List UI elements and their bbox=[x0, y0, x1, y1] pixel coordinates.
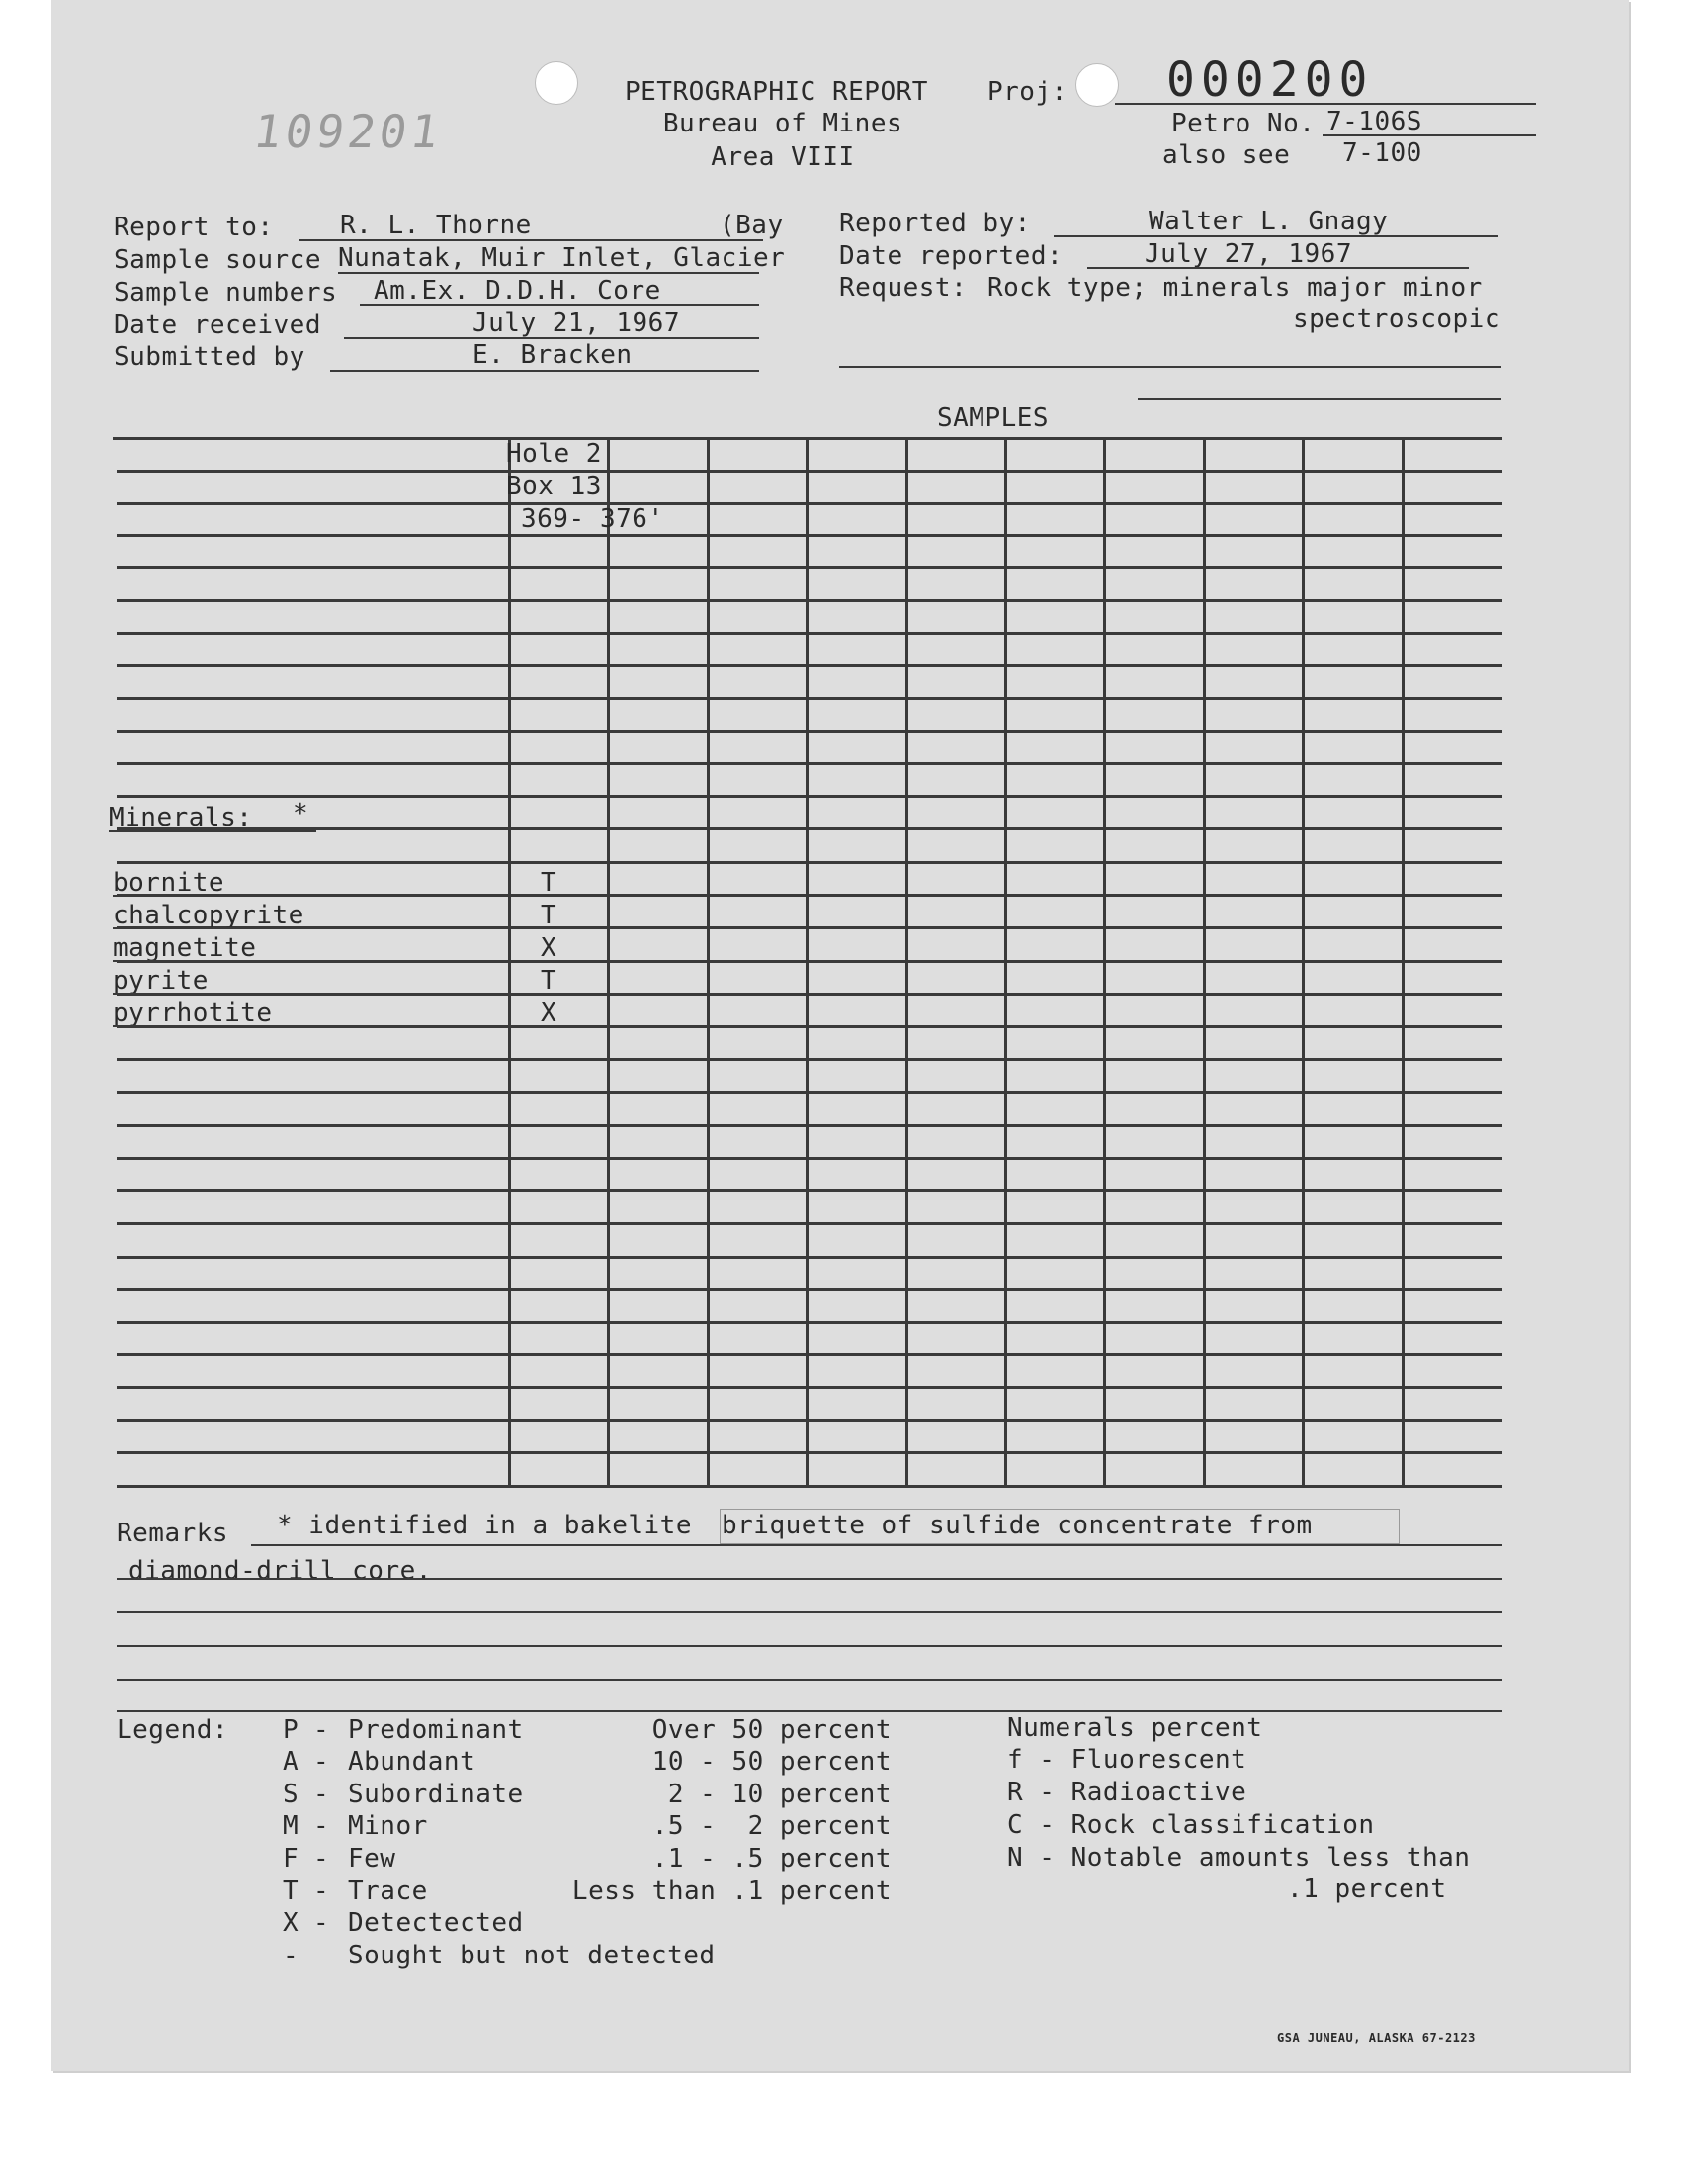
legend-text: Detectected bbox=[348, 1908, 524, 1938]
legend-right-item: C - Rock classification bbox=[1007, 1810, 1375, 1840]
grid-column-line bbox=[508, 437, 511, 1485]
legend-dash: - bbox=[313, 1715, 330, 1745]
grid-row-line bbox=[117, 1157, 1502, 1160]
date-received-value: July 21, 1967 bbox=[472, 308, 680, 338]
mineral-name: bornite bbox=[113, 868, 225, 898]
date-received-underline bbox=[344, 337, 759, 339]
report-to-label: Report to: bbox=[114, 213, 274, 242]
reported-by-value: Walter L. Gnagy bbox=[1149, 207, 1389, 236]
mineral-name-underline bbox=[113, 960, 291, 962]
legend-text: Predominant bbox=[348, 1715, 524, 1745]
report-to-extra: (Bay bbox=[720, 211, 784, 240]
grid-row-line bbox=[117, 1222, 1502, 1225]
grid-row-line bbox=[117, 894, 1502, 897]
grid-column-line bbox=[1302, 437, 1305, 1485]
date-reported-underline bbox=[1087, 267, 1469, 269]
remarks-underline-4 bbox=[117, 1645, 1502, 1647]
sample-source-underline bbox=[338, 272, 759, 274]
grid-row-line bbox=[117, 1091, 1502, 1094]
punch-hole-right bbox=[1075, 63, 1119, 107]
proj-number: 000200 bbox=[1166, 52, 1374, 108]
remarks-underline-1 bbox=[251, 1544, 1502, 1546]
legend-right-item: R - Radioactive bbox=[1007, 1778, 1247, 1807]
legend-text: Abundant bbox=[348, 1747, 476, 1777]
legend-right-item: f - Fluorescent bbox=[1007, 1745, 1247, 1775]
date-reported-label: Date reported: bbox=[839, 241, 1064, 271]
minerals-asterisk: * bbox=[293, 799, 309, 828]
legend-range: 2 - 10 percent bbox=[667, 1780, 892, 1809]
also-see-number: 7-100 bbox=[1342, 138, 1422, 168]
legend-range: .1 - .5 percent bbox=[651, 1844, 892, 1873]
grid-column-line bbox=[905, 437, 908, 1485]
footer-printer-code: GSA JUNEAU, ALASKA 67-2123 bbox=[1277, 2031, 1476, 2044]
request-label: Request: bbox=[839, 273, 968, 303]
grid-column-line bbox=[1103, 437, 1106, 1485]
faint-stamp-number: 109201 bbox=[250, 105, 446, 158]
sample-numbers-label: Sample numbers bbox=[114, 278, 338, 307]
grid-row-line bbox=[117, 993, 1502, 996]
date-received-label: Date received bbox=[114, 310, 321, 340]
legend-code: M bbox=[283, 1811, 299, 1841]
legend-range: .5 - 2 percent bbox=[651, 1811, 892, 1841]
grid-column-line bbox=[707, 437, 710, 1485]
legend-code: S bbox=[283, 1780, 299, 1809]
grid-row-line bbox=[117, 730, 1502, 733]
legend-code: A bbox=[283, 1747, 299, 1777]
grid-column-line bbox=[806, 437, 809, 1485]
mineral-name: pyrrhotite bbox=[113, 999, 273, 1028]
report-to-value: R. L. Thorne bbox=[340, 211, 532, 240]
mineral-name-underline bbox=[113, 993, 291, 995]
legend-code: X bbox=[283, 1908, 299, 1938]
area-name: Area VIII bbox=[711, 142, 855, 172]
remarks-underline-3 bbox=[117, 1611, 1502, 1613]
grid-row-line bbox=[117, 795, 1502, 798]
grid-row-line bbox=[117, 861, 1502, 864]
grid-row-line bbox=[117, 1256, 1502, 1259]
mineral-value: T bbox=[541, 901, 557, 930]
petro-label: Petro No. bbox=[1171, 109, 1316, 138]
legend-range: Over 50 percent bbox=[651, 1715, 892, 1745]
mineral-name-underline bbox=[113, 927, 291, 929]
sample-col1-box: Box 13 bbox=[506, 472, 602, 501]
legend-range: Less than .1 percent bbox=[571, 1876, 892, 1906]
remarks-line1b: briquette of sulfide concentrate from bbox=[722, 1511, 1313, 1540]
remarks-line1a: * identified in a bakelite bbox=[277, 1511, 692, 1540]
sample-numbers-underline bbox=[360, 304, 759, 306]
grid-row-line bbox=[117, 697, 1502, 700]
legend-code: - bbox=[283, 1941, 299, 1970]
also-see-label: also see bbox=[1162, 140, 1291, 170]
legend-right-item: .1 percent bbox=[1287, 1874, 1447, 1904]
legend-code: P bbox=[283, 1715, 299, 1745]
grid-row-line bbox=[117, 1025, 1502, 1028]
grid-row-line bbox=[117, 1058, 1502, 1061]
legend-code: F bbox=[283, 1844, 299, 1873]
grid-column-line bbox=[1402, 437, 1405, 1485]
minerals-heading: Minerals: bbox=[109, 803, 253, 832]
sample-source-value: Nunatak, Muir Inlet, Glacier bbox=[338, 243, 786, 273]
reported-by-underline bbox=[1054, 235, 1498, 237]
legend-dash: - bbox=[313, 1844, 330, 1873]
grid-row-line bbox=[117, 664, 1502, 667]
report-sheet bbox=[51, 0, 1629, 2071]
mineral-value: T bbox=[541, 966, 557, 996]
proj-underline bbox=[1115, 103, 1536, 105]
grid-row-line bbox=[117, 1353, 1502, 1356]
punch-hole-left bbox=[535, 61, 578, 105]
grid-row-line bbox=[117, 762, 1502, 765]
legend-dash: - bbox=[313, 1876, 330, 1906]
remarks-underline-6 bbox=[117, 1710, 1502, 1712]
org-name: Bureau of Mines bbox=[662, 109, 903, 138]
submitted-by-underline bbox=[330, 370, 759, 372]
grid-row-line bbox=[117, 470, 1502, 473]
legend-text: Minor bbox=[348, 1811, 428, 1841]
sample-source-label: Sample source bbox=[114, 245, 321, 275]
legend-code: T bbox=[283, 1876, 299, 1906]
mineral-name: magnetite bbox=[113, 933, 257, 963]
mineral-name-underline bbox=[113, 1025, 291, 1027]
grid-row-line bbox=[117, 1451, 1502, 1454]
date-reported-value: July 27, 1967 bbox=[1145, 239, 1352, 269]
legend-dash: - bbox=[313, 1811, 330, 1841]
sample-col1-depth: 369- bbox=[521, 504, 585, 534]
samples-heading: SAMPLES bbox=[937, 403, 1050, 433]
grid-row-line bbox=[117, 1419, 1502, 1422]
submitted-by-value: E. Bracken bbox=[472, 340, 633, 370]
sample-col2-depth: 376' bbox=[600, 504, 664, 534]
legend-text: Sought but not detected bbox=[348, 1941, 716, 1970]
mineral-value: X bbox=[541, 999, 557, 1028]
request-underline-2 bbox=[1138, 398, 1501, 400]
grid-row-line bbox=[117, 926, 1502, 929]
submitted-by-label: Submitted by bbox=[114, 342, 305, 372]
grid-row-line bbox=[117, 502, 1502, 505]
grid-column-line bbox=[607, 437, 610, 1485]
grid-row-line bbox=[117, 960, 1502, 963]
remarks-line2: diamond-drill core. bbox=[128, 1556, 432, 1586]
legend-dash: - bbox=[313, 1747, 330, 1777]
mineral-value: T bbox=[541, 868, 557, 898]
report-to-underline bbox=[299, 239, 763, 241]
grid-row-line bbox=[117, 1485, 1502, 1488]
legend-text: Subordinate bbox=[348, 1780, 524, 1809]
mineral-name-underline bbox=[113, 895, 291, 897]
remarks-underline-2 bbox=[117, 1578, 1502, 1580]
sample-col1-hole: Hole 2 bbox=[506, 439, 602, 469]
grid-column-line bbox=[1203, 437, 1206, 1485]
remarks-underline-5 bbox=[117, 1679, 1502, 1681]
legend-dash: - bbox=[313, 1908, 330, 1938]
legend-text: Trace bbox=[348, 1876, 428, 1906]
legend-right-item: N - Notable amounts less than bbox=[1007, 1843, 1471, 1872]
grid-row-line bbox=[117, 599, 1502, 602]
legend-text: Few bbox=[348, 1844, 396, 1873]
request-value-line1: Rock type; minerals major minor bbox=[987, 273, 1483, 303]
petro-underline bbox=[1323, 134, 1536, 136]
grid-row-line bbox=[117, 1189, 1502, 1192]
grid-column-line bbox=[1004, 437, 1007, 1485]
legend-dash: - bbox=[313, 1780, 330, 1809]
grid-row-line bbox=[117, 566, 1502, 569]
remarks-label: Remarks bbox=[117, 1519, 229, 1548]
legend-label: Legend: bbox=[117, 1715, 229, 1745]
request-underline-1 bbox=[839, 366, 1501, 368]
petro-number: 7-106S bbox=[1326, 107, 1422, 136]
proj-label: Proj: bbox=[987, 77, 1068, 107]
grid-row-line bbox=[117, 534, 1502, 537]
reported-by-label: Reported by: bbox=[839, 209, 1031, 238]
request-value-line2: spectroscopic bbox=[1293, 304, 1500, 334]
legend-right-item: Numerals percent bbox=[1007, 1713, 1263, 1743]
mineral-value: X bbox=[541, 933, 557, 963]
grid-row-line bbox=[117, 1288, 1502, 1291]
grid-row-line bbox=[117, 1321, 1502, 1324]
grid-row-line bbox=[117, 1124, 1502, 1127]
grid-row-line bbox=[117, 827, 1502, 830]
grid-row-line bbox=[117, 1386, 1502, 1389]
sample-numbers-value: Am.Ex. D.D.H. Core bbox=[374, 276, 661, 305]
minerals-heading-underline bbox=[109, 830, 316, 832]
legend-range: 10 - 50 percent bbox=[651, 1747, 892, 1777]
grid-row-line bbox=[117, 632, 1502, 635]
mineral-name: chalcopyrite bbox=[113, 901, 304, 930]
report-title: PETROGRAPHIC REPORT bbox=[625, 77, 928, 107]
mineral-name: pyrite bbox=[113, 966, 209, 996]
